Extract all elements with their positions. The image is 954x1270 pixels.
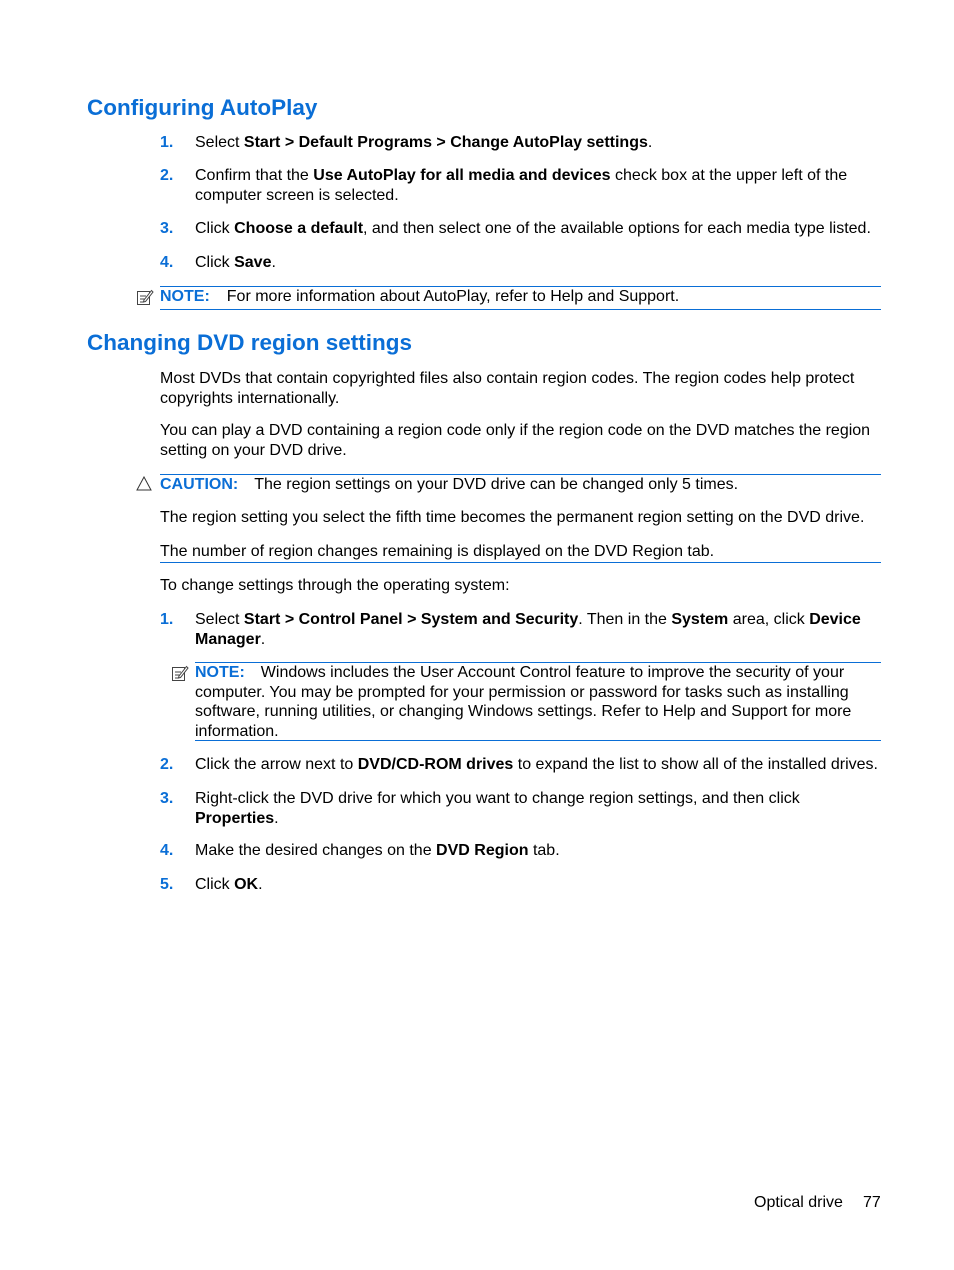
note-rule-bottom (160, 309, 881, 310)
step-number: 3. (160, 220, 174, 237)
footer-section-label: Optical drive (754, 1194, 843, 1211)
section-title-autoplay: Configuring AutoPlay (87, 95, 318, 120)
step-text: Click the arrow next to DVD/CD-ROM drives to expand the list to show all of the installed drives. (195, 756, 878, 773)
step-number: 3. (160, 790, 174, 807)
step-number: 1. (160, 611, 174, 628)
step-text: Select Start > Control Panel > System and Security. Then in the System area, click Device Manager. (195, 611, 861, 648)
caution-paragraph: The region setting you select the fifth time becomes the permanent region setting on the DVD drive. (160, 509, 865, 526)
section-title-dvd-region: Changing DVD region settings (87, 330, 413, 355)
note-icon (171, 664, 189, 682)
note-icon (136, 288, 154, 306)
caution-text: CAUTION: The region settings on your DVD drive can be changed only 5 times. (160, 476, 739, 493)
caution-rule-bottom (160, 562, 881, 563)
step-number: 2. (160, 756, 174, 773)
step-text: Click Choose a default, and then select one of the available options for each media type listed. (195, 220, 871, 237)
step-number: 4. (160, 842, 174, 859)
note-rule-bottom (195, 740, 881, 741)
step-number: 4. (160, 254, 174, 271)
page-number: 77 (863, 1194, 881, 1211)
step-number: 2. (160, 167, 174, 184)
paragraph: You can play a DVD containing a region code only if the region code on the DVD matches the region setting on your DVD drive. (160, 422, 871, 459)
step-text: Click OK. (195, 876, 263, 893)
step-number: 1. (160, 134, 174, 151)
step-text: Confirm that the Use AutoPlay for all media and devices check box at the upper left of the computer screen is selected. (195, 167, 848, 204)
step-number: 5. (160, 876, 174, 893)
step-text: Select Start > Default Programs > Change AutoPlay settings. (195, 134, 653, 151)
step-text: Click Save. (195, 254, 276, 271)
note-text: NOTE: Windows includes the User Account Control feature to improve the security of your computer. You may be prompted for your permission or password for tasks such as installing software, running utilities, or changing Windows settings. Refer to Help and Support for more information. (195, 664, 852, 740)
caution-paragraph: The number of region changes remaining is displayed on the DVD Region tab. (160, 543, 715, 560)
step-text: Right-click the DVD drive for which you want to change region settings, and then click Properties. (195, 790, 800, 827)
note-text: NOTE: For more information about AutoPlay, refer to Help and Support. (160, 288, 680, 305)
paragraph: To change settings through the operating system: (160, 577, 510, 594)
paragraph: Most DVDs that contain copyrighted files also contain region codes. The region codes help protect copyrights internationally. (160, 370, 855, 407)
step-text: Make the desired changes on the DVD Region tab. (195, 842, 560, 859)
caution-triangle-icon (136, 476, 152, 491)
